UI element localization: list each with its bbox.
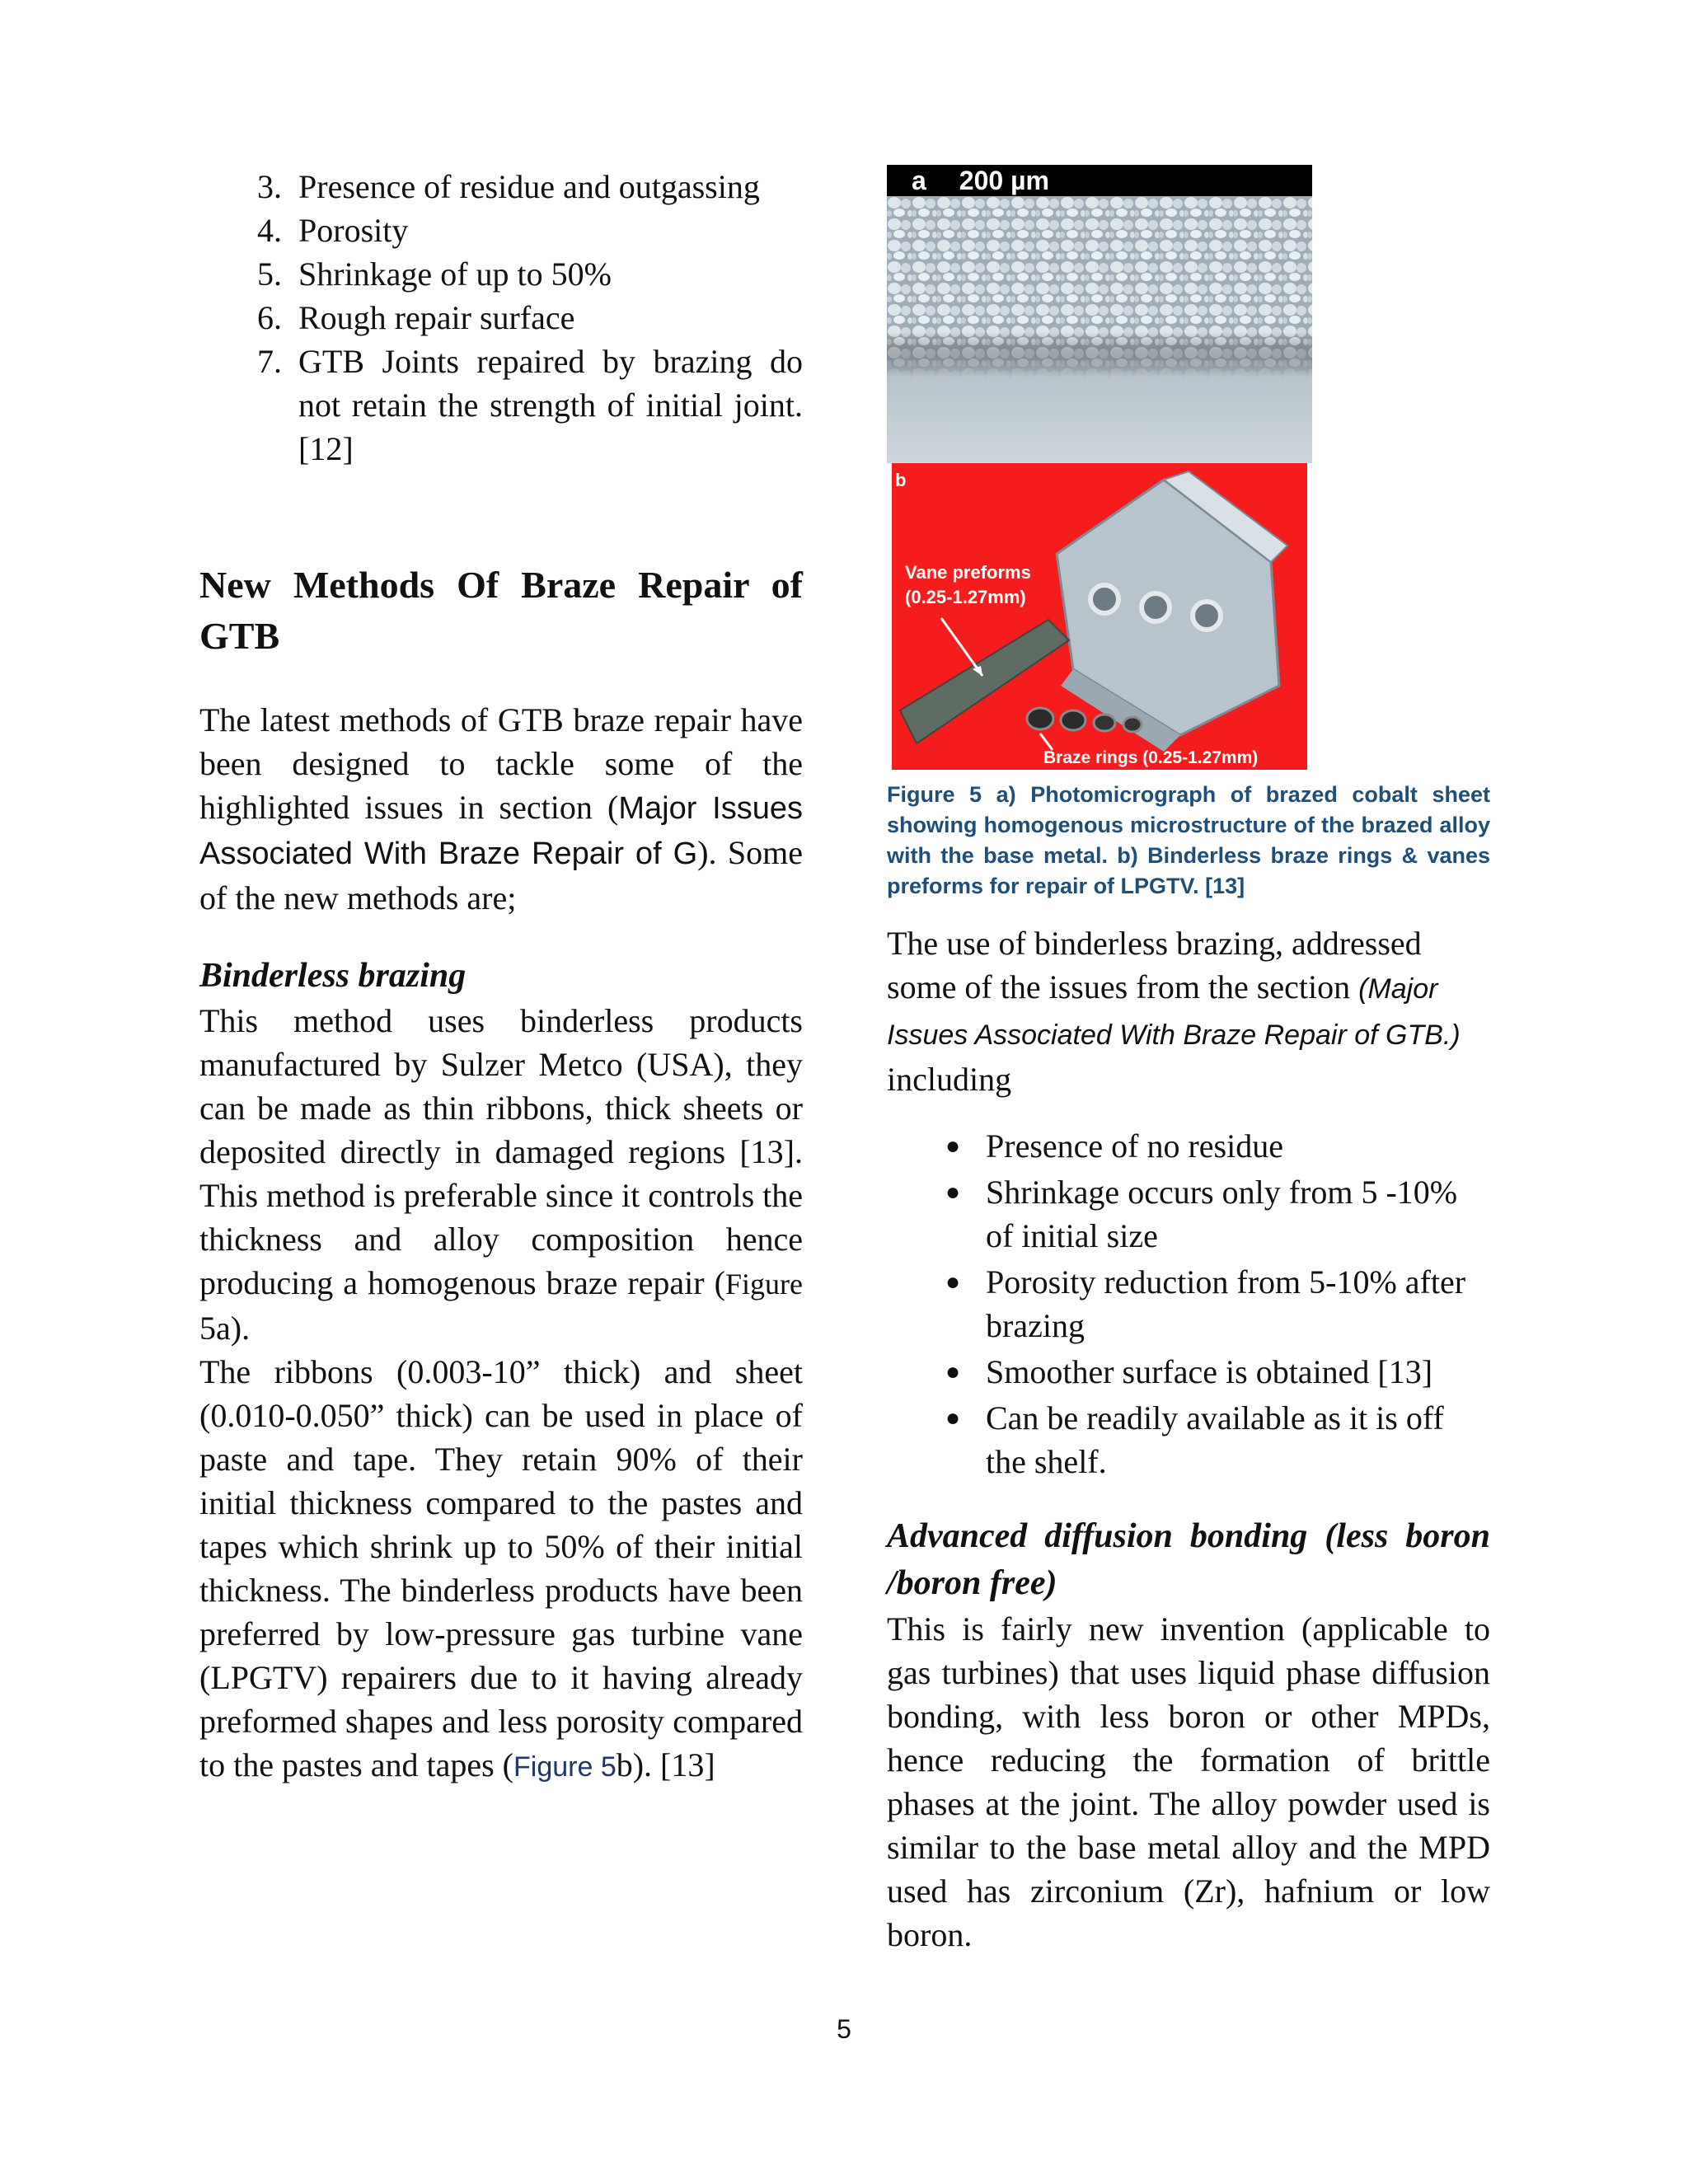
- braze-preforms-photo: [892, 463, 1307, 770]
- advanced-diffusion-heading: Advanced diffusion bonding (less boron /boron free): [887, 1517, 1490, 1602]
- scale-label: 200 µm: [959, 166, 1049, 195]
- list-number: 3.: [257, 168, 282, 205]
- issues-list: [199, 165, 803, 471]
- panel-label-b: b: [895, 470, 907, 490]
- bullet-icon: ●: [945, 1268, 961, 1296]
- list-text: Can be readily available as it is off the shelf.: [986, 1399, 1444, 1480]
- list-text: Porosity: [298, 212, 409, 249]
- paragraph-text-end: 5a).: [199, 1310, 251, 1347]
- grain-microstructure: [887, 196, 1312, 377]
- base-metal-region: [887, 377, 1312, 463]
- paragraph-text: The use of binderless brazing, addressed some of the issues from the section: [887, 925, 1422, 1005]
- list-item: [887, 1350, 1490, 1394]
- list-number: 7.: [257, 343, 282, 380]
- section-heading: New Methods Of Braze Repair of GTB: [199, 564, 803, 657]
- list-number: 5.: [257, 255, 282, 293]
- list-item: [199, 252, 803, 296]
- bullet-icon: ●: [945, 1179, 961, 1206]
- vane-label-line-1: Vane preforms: [905, 562, 1031, 583]
- list-item: [199, 296, 803, 340]
- list-text: Presence of no residue: [986, 1127, 1283, 1165]
- paragraph-text: This method uses binderless products manufactured by Sulzer Metco (USA), they can be made as thin ribbons, thick sheets or deposited directly in damaged regions [13]. This method is preferable since it controls the thickness and alloy composition hence producing a homogenous braze repair (: [199, 1002, 804, 1301]
- binderless-paragraph-1: [199, 999, 803, 1350]
- section-reference-link[interactable]: (Major Issues Associated With Braze Repair of GTB.): [887, 973, 1461, 1051]
- list-text: Shrinkage of up to 50%: [298, 255, 612, 293]
- vane-and-rings-illustration: [892, 463, 1307, 770]
- list-number: 4.: [257, 212, 282, 249]
- list-item: [199, 209, 803, 252]
- vane-label-line-2: (0.25-1.27mm): [905, 587, 1026, 607]
- list-text: Presence of residue and outgassing: [298, 168, 760, 205]
- paragraph-text-end: b). [13]: [616, 1746, 715, 1783]
- scale-bar: [887, 165, 1312, 196]
- list-item: [887, 1170, 1490, 1258]
- panel-label-a: a: [912, 166, 926, 195]
- binderless-heading: Binderless brazing: [199, 957, 467, 995]
- figure-reference-link[interactable]: Figure: [725, 1268, 803, 1301]
- list-item: [199, 340, 803, 471]
- section-reference-link[interactable]: Major Issues Associated With Braze Repair of G: [199, 791, 803, 871]
- paragraph-text-end: including: [887, 1061, 1012, 1098]
- intro-text-end: ). Some of the new methods are;: [199, 834, 803, 916]
- list-item: [199, 165, 803, 209]
- vane-preforms-label: [905, 560, 1031, 610]
- figure-reference-link[interactable]: Figure 5: [513, 1751, 617, 1783]
- advanced-diffusion-paragraph: This is fairly new invention (applicable to gas turbines) that uses liquid phase diffusion bonding, with less boron or other MPDs, hence reducing the formation of brittle phases at the joint. The alloy powder used is similar to the base metal alloy and the MPD used has zirconium (Zr), hafnium or low boron.: [887, 1610, 1490, 1953]
- intro-text: The latest methods of GTB braze repair have been designed to tackle some of the highlighted issues in section (: [199, 701, 803, 826]
- left-column: [199, 165, 803, 1789]
- list-number: 6.: [257, 299, 282, 336]
- binderless-paragraph-2: [199, 1350, 803, 1789]
- list-item: [887, 1124, 1490, 1168]
- list-item: [887, 1260, 1490, 1347]
- list-text: Porosity reduction from 5-10% after brazing: [986, 1263, 1466, 1344]
- benefits-list: [887, 1124, 1490, 1483]
- bullet-icon: ●: [945, 1358, 961, 1385]
- intro-paragraph: [199, 698, 803, 920]
- list-text: Rough repair surface: [298, 299, 575, 336]
- list-text: GTB Joints repaired by brazing do not retain the strength of initial joint. [12]: [298, 343, 803, 467]
- list-text: Shrinkage occurs only from 5 -10% of initial size: [986, 1174, 1458, 1254]
- page-number: 5: [837, 2014, 851, 2044]
- right-column: [887, 165, 1490, 1957]
- bullet-icon: ●: [945, 1132, 961, 1160]
- list-text: Smoother surface is obtained [13]: [986, 1353, 1433, 1390]
- figure-caption: Figure 5 a) Photomicrograph of brazed cobalt sheet showing homogenous microstructure of the brazed alloy with the base metal. b) Binderless braze rings & vanes preforms for repair of LPGTV. [13]: [887, 782, 1490, 898]
- list-item: [887, 1396, 1490, 1483]
- binderless-benefits-intro: [887, 921, 1490, 1101]
- photomicrograph-image: [887, 165, 1312, 463]
- bullet-icon: ●: [945, 1404, 961, 1432]
- paragraph-text: The ribbons (0.003-10” thick) and sheet (0.010-0.050” thick) can be used in place of paste and tape. They retain 90% of their initial thickness compared to the pastes and tapes which shrink up to 50% of their initial thickness. The binderless products have been preferred by low-pressure gas turbine vane (LPGTV) repairers due to it having already preformed shapes and less porosity compared to the pastes and tapes (: [199, 1353, 803, 1783]
- braze-rings-label: Braze rings (0.25-1.27mm): [1043, 748, 1259, 767]
